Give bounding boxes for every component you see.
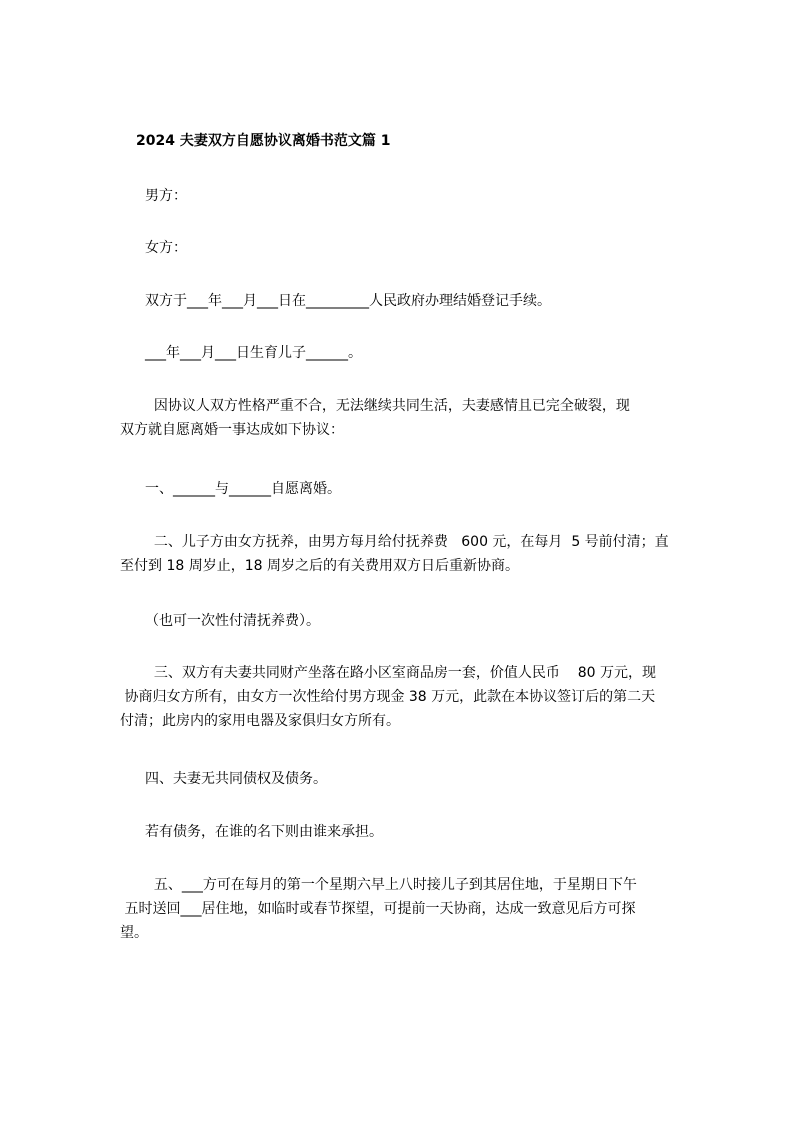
paragraph-debt [145,820,701,844]
paragraph-line: 双方于___年___月___日在_________人民政府办理结婚登记手续。 [145,293,551,309]
paragraph-line: 五、___方可在每月的第一个星期六早上八时接儿子到其居住地，于星期日下午 [145,877,637,893]
clause-two [120,530,701,578]
paragraph-lump-sum-note [145,609,701,633]
paragraph-line: 五时送回___居住地，如临时或春节探望，可提前一天协商，达成一致意见后方可探 [120,901,636,917]
clause-one [145,477,701,501]
paragraph-line: （也可一次性付清抚养费）。 [145,613,320,629]
paragraph-reason [120,394,701,442]
paragraph-son-birth [145,341,701,365]
paragraph-husband [145,184,701,208]
clause-five [120,873,701,945]
paragraph-line: 三、双方有夫妻共同财产坐落在路小区室商品房一套，价值人民币 80 万元，现 [145,665,656,681]
paragraph-marriage-registration [145,289,701,313]
paragraph-line: 双方就自愿离婚一事达成如下协议： [120,422,344,438]
paragraph-line: 至付到 18 周岁止，18 周岁之后的有关费用双方日后重新协商。 [120,558,519,574]
paragraph-line: 二、儿子方由女方抚养，由男方每月给付抚养费 600 元，在每月 5 号前付清；直 [145,534,669,550]
paragraph-line: 男方： [145,188,187,204]
paragraph-line: 一、______与______自愿离婚。 [145,481,341,497]
paragraph-line: 付清；此房内的家用电器及家俱归女方所有。 [120,713,400,729]
paragraph-line: 因协议人双方性格严重不合，无法继续共同生活，夫妻感情且已完全破裂，现 [145,398,630,414]
paragraph-line: 望。 [120,925,148,941]
paragraph-line: ___年___月___日生育儿子______。 [145,345,362,361]
paragraph-line: 四、夫妻无共同债权及债务。 [145,771,327,787]
paragraph-line: 若有债务，在谁的名下则由谁来承担。 [145,824,383,840]
document-title: 2024 夫妻双方自愿协议离婚书范文篇 1 [136,133,391,149]
clause-four [145,767,701,791]
paragraph-line: 协商归女方所有，由女方一次性给付男方现金 38 万元，此款在本协议签订后的第二天 [120,689,656,705]
clause-three [120,661,701,733]
paragraph-line: 女方： [145,240,187,256]
paragraph-wife [145,236,701,260]
